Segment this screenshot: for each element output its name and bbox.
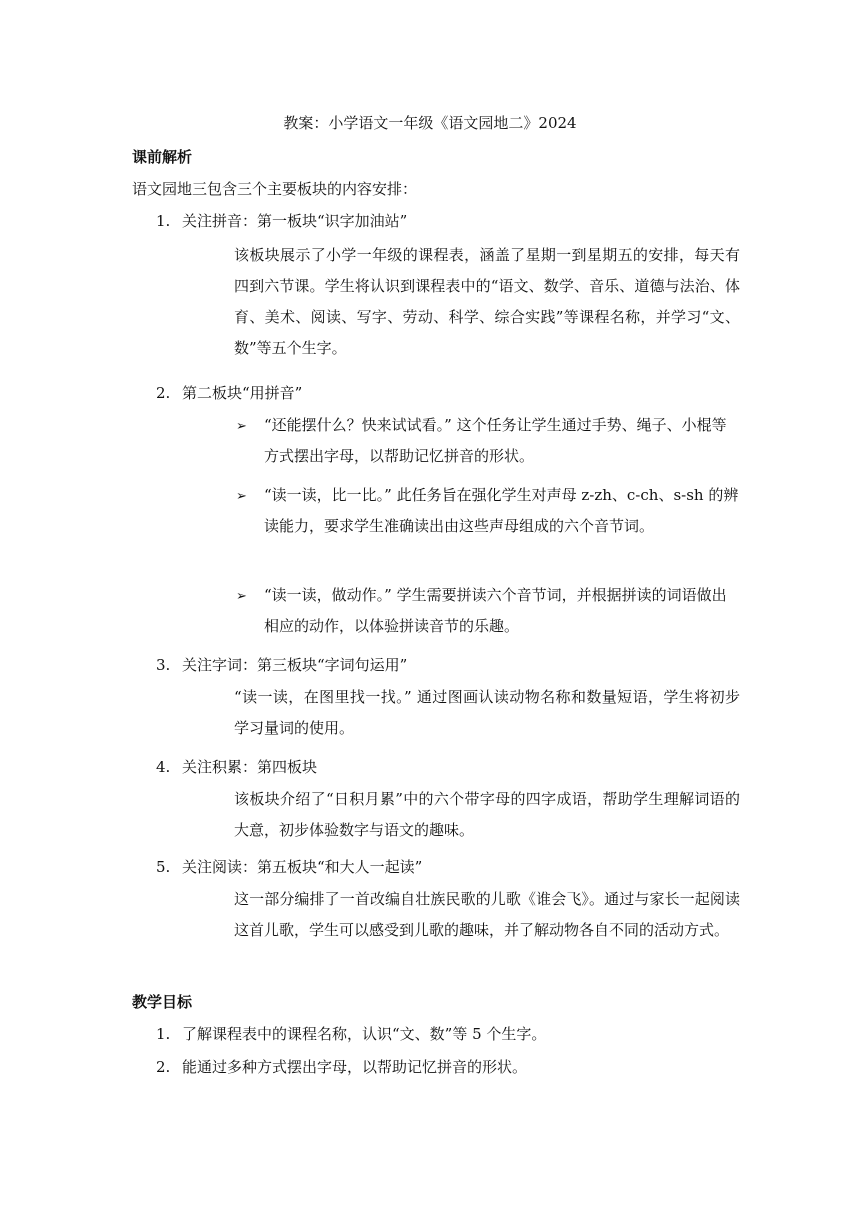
item-label: 关注拼音：第一板块“识字加油站” — [182, 212, 408, 230]
item-body: “读一读，在图里找一找。” 通过图画认读动物名称和数量短语，学生将初步学习量词的使用。 — [234, 688, 740, 737]
item-number: 2. — [156, 384, 171, 402]
bullet-text: “读一读，做动作。” 学生需要拼读六个音节词，并根据拼读的词语做出相应的动作，以体验拼读音节的乐趣。 — [264, 586, 727, 635]
item-number: 2. — [156, 1058, 171, 1076]
section-intro: 语文园地三包含三个主要板块的内容安排： — [132, 180, 418, 198]
item-body: 该板块介绍了“日积月累”中的六个带字母的四字成语，帮助学生理解词语的大意，初步体验数字与语文的趣味。 — [234, 790, 740, 839]
item-label: 关注阅读：第五板块“和大人一起读” — [182, 858, 423, 876]
item-label: 关注积累：第四板块 — [182, 758, 318, 776]
section-heading-objectives: 教学目标 — [132, 993, 193, 1011]
item-number: 1. — [156, 212, 171, 230]
item-label: 关注字词：第三板块“字词句运用” — [182, 656, 408, 674]
objective-text: 能通过多种方式摆出字母，以帮助记忆拼音的形状。 — [182, 1058, 528, 1076]
item-number: 4. — [156, 758, 171, 776]
item-number: 1. — [156, 1025, 171, 1043]
item-number: 5. — [156, 858, 171, 876]
item-label: 第二板块“用拼音” — [182, 384, 303, 402]
arrowhead-bullet-icon: ➢ — [236, 489, 247, 504]
arrowhead-bullet-icon: ➢ — [236, 589, 247, 604]
objective-text: 了解课程表中的课程名称，认识“文、数”等 5 个生字。 — [182, 1025, 547, 1043]
item-body: 这一部分编排了一首改编自壮族民歌的儿歌《谁会飞》。通过与家长一起阅读这首儿歌，学生可以感受到儿歌的趣味，并了解动物各自不同的活动方式。 — [234, 890, 740, 939]
bullet-text: “读一读，比一比。” 此任务旨在强化学生对声母 z-zh、c-ch、s-sh 的辨读能力，要求学生准确读出由这些声母组成的六个音节词。 — [264, 486, 739, 535]
item-number: 3. — [156, 656, 171, 674]
section-heading-analysis: 课前解析 — [132, 148, 193, 166]
bullet-text: “还能摆什么？快来试试看。” 这个任务让学生通过手势、绳子、小棍等方式摆出字母，以帮助记忆拼音的形状。 — [264, 416, 727, 465]
item-body: 该板块展示了小学一年级的课程表，涵盖了星期一到星期五的安排，每天有四到六节课。学生将认识到课程表中的“语文、数学、音乐、道德与法治、体育、美术、阅读、写字、劳动、科学、综合实践”等课程名称，并学习“文、数”等五个生字。 — [234, 246, 740, 357]
document-title: 教案：小学语文一年级《语文园地二》2024 — [283, 114, 577, 132]
arrowhead-bullet-icon: ➢ — [236, 419, 247, 434]
